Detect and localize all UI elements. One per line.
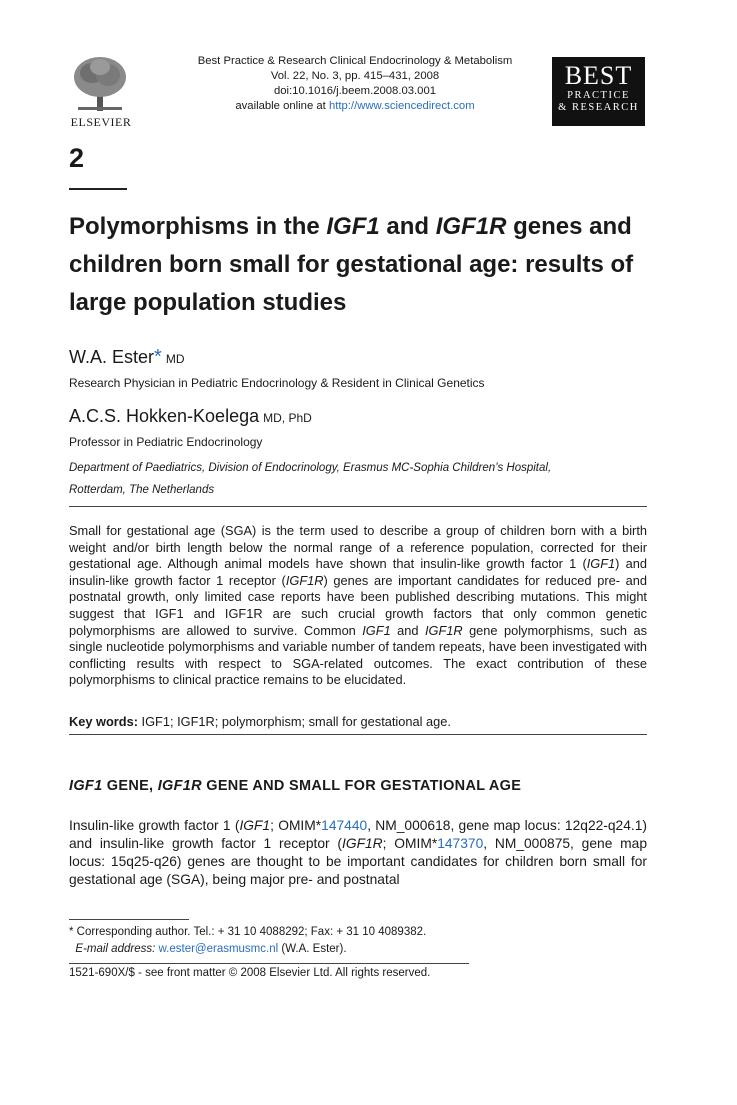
author-2-degree: MD, PhD [263, 411, 312, 425]
abstract-gene: IGF1R [424, 622, 463, 638]
omim-link-igf1[interactable]: 147440 [321, 818, 368, 833]
section-text: GENE AND SMALL FOR GESTATIONAL AGE [201, 778, 522, 794]
journal-meta [150, 54, 560, 114]
title-part1: Polymorphisms in the [69, 213, 327, 240]
abstract-bottom-rule [69, 734, 647, 735]
omim-link-igf1r[interactable]: 147370 [437, 836, 484, 851]
publisher-name: ELSEVIER [70, 115, 132, 129]
corresponding-author-note: * Corresponding author. Tel.: + 31 10 4088292; Fax: + 31 10 4089382. [69, 926, 427, 938]
keywords-text: IGF1; IGF1R; polymorphism; small for gestational age. [137, 714, 451, 729]
abstract-text: gene polymorphisms, such as single nucleotide polymorphisms and variable number of tandem repeats, have been investigated with conflicting results with respect to SGA-related outcomes. The exact contribution of these polymorphisms to clinical practice remains to be elucidated. [69, 622, 647, 688]
article-title [69, 208, 669, 322]
abstract-text: ) and insulin-like growth factor 1 receptor ( [69, 556, 647, 588]
author-2 [69, 406, 312, 427]
author-2-position: Professor in Pediatric Endocrinology [69, 435, 263, 449]
abstract-top-rule [69, 506, 647, 507]
author-1-degree: MD [165, 352, 185, 366]
body-gene: IGF1 [239, 818, 271, 833]
author-1-position: Research Physician in Pediatric Endocrinology & Resident in Clinical Genetics [69, 376, 485, 390]
corresponding-author-star[interactable]: * [154, 346, 162, 368]
journal-name: Best Practice & Research Clinical Endocrinology & Metabolism [197, 55, 513, 67]
email-link[interactable]: w.ester@erasmusmc.nl [158, 943, 279, 955]
email-line [69, 941, 426, 958]
abstract-gene: IGF1 [362, 622, 391, 638]
author-2-name: A.C.S. Hokken-Koelega [69, 406, 260, 426]
abstract-gene: IGF1R [285, 572, 324, 588]
section-heading [69, 778, 521, 794]
title-gene1: IGF1 [326, 213, 380, 240]
body-gene: IGF1R [342, 836, 383, 851]
footnote [69, 924, 426, 958]
best-practice-logo [552, 57, 645, 126]
chapter-rule [69, 188, 127, 190]
abstract-text: Small for gestational age (SGA) is the term used to describe a group of children born with a birth weight and/or birth length below the normal range of a reference population, corrected for their gestational age. Although animal models have shown that insulin-like growth factor 1 ( [69, 523, 647, 572]
body-text: , NM_000875, gene map locus: 15q25-q26) genes are thought to be important candidates for children born small for gestational age (SGA), being major pre- and postnatal [69, 836, 647, 887]
author-1-name: W.A. Ester [69, 347, 155, 367]
copyright-rule [69, 963, 469, 964]
logo-best-text: BEST [564, 61, 633, 90]
section-gene: IGF1R [157, 778, 202, 794]
footnote-rule [69, 919, 189, 920]
keywords [69, 714, 451, 729]
copyright: 1521-690X/$ - see front matter © 2008 Elsevier Ltd. All rights reserved. [69, 967, 431, 979]
abstract-text: and [390, 622, 425, 638]
keywords-label: Key words: [69, 714, 138, 729]
sciencedirect-link[interactable]: http://www.sciencedirect.com [328, 100, 475, 112]
elsevier-tree-logo [70, 55, 130, 113]
abstract [69, 523, 647, 689]
email-suffix: (W.A. Ester). [278, 943, 347, 955]
title-gene2: IGF1R [435, 213, 507, 240]
author-1 [69, 346, 185, 369]
logo-research-text: & RESEARCH [558, 102, 639, 113]
department-line-2: Rotterdam, The Netherlands [69, 484, 215, 496]
abstract-text: ) genes are important candidates for reduced pre- and postnatal growth, only limited case reports have been published describing mutations. This might suggest that IGF1 and IGF1R are such crucial growth factors that only common genetic polymorphisms are allowed to survive. Common [69, 572, 647, 638]
department-line-1: Department of Paediatrics, Division of Endocrinology, Erasmus MC-Sophia Children’s Hospital, [69, 462, 552, 474]
abstract-gene: IGF1 [586, 556, 616, 572]
availability-prefix: available online at [235, 100, 329, 112]
title-part2: and [379, 213, 436, 240]
department [69, 457, 551, 501]
section-gene: IGF1 [69, 778, 103, 794]
journal-doi: doi:10.1016/j.beem.2008.03.001 [273, 85, 437, 97]
title-part3: genes and children born small for gestational age: results of large population studies [69, 213, 634, 316]
chapter-number: 2 [69, 143, 85, 173]
body-paragraph [69, 817, 647, 889]
email-label: E-mail address: [75, 943, 156, 955]
body-text: ; OMIM* [270, 818, 322, 833]
logo-practice-text: PRACTICE [567, 90, 630, 101]
body-text: ; OMIM* [382, 836, 438, 851]
journal-availability [150, 99, 560, 114]
body-text: , NM_000618, gene map locus: 12q22-q24.1) and insulin-like growth factor 1 receptor ( [69, 818, 648, 851]
body-text: Insulin-like growth factor 1 ( [69, 818, 240, 833]
section-text: GENE, [102, 778, 158, 794]
journal-volume: Vol. 22, No. 3, pp. 415–431, 2008 [270, 70, 440, 82]
